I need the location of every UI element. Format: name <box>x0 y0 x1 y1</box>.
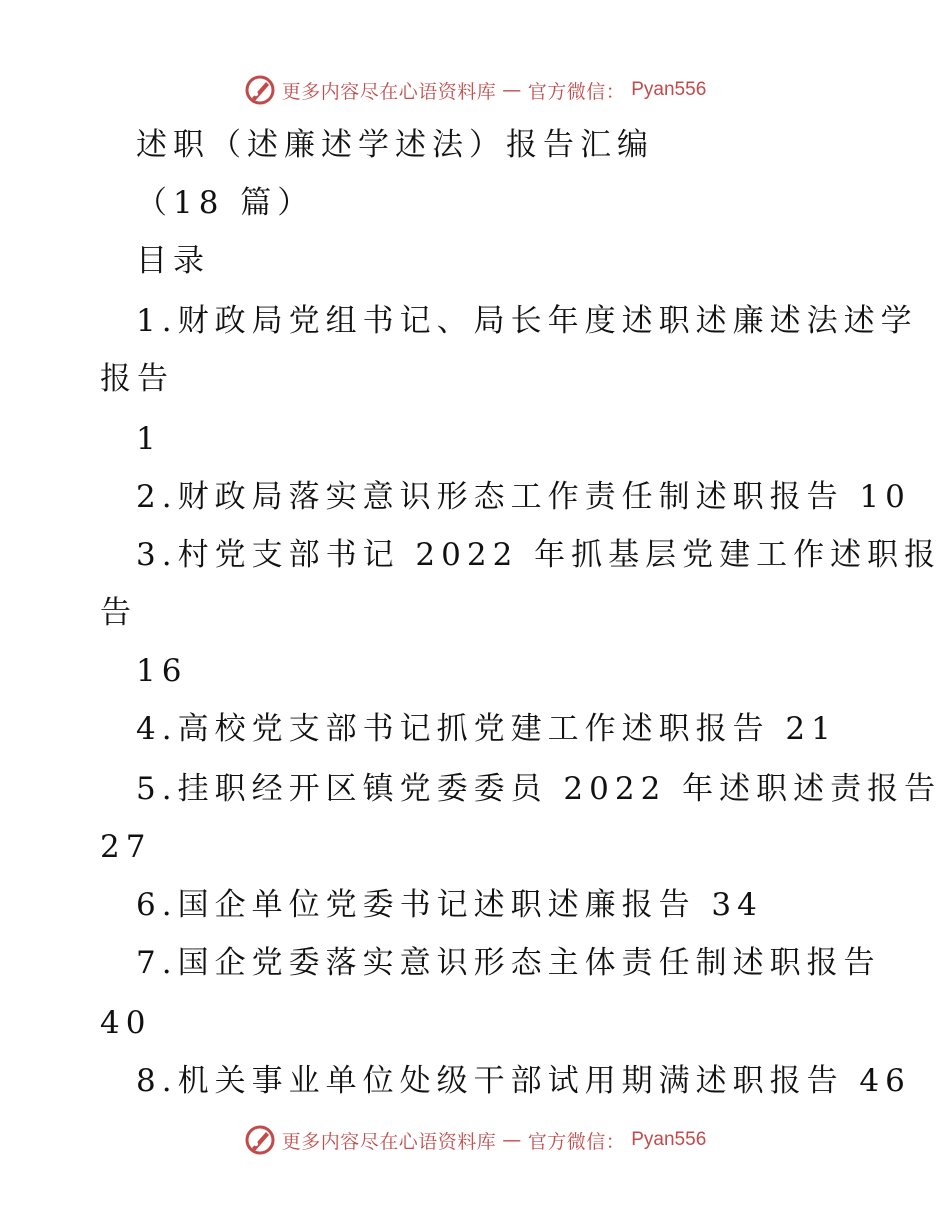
pen-logo-icon <box>244 74 276 106</box>
watermark-id: Pyan556 <box>631 79 707 100</box>
toc-item: 3.村党支部书记 2022 年抓基层党建工作述职报 <box>136 537 942 573</box>
toc-page-number: 27 <box>100 829 152 865</box>
toc-item: 1.财政局党组书记、局长年度述职述廉述法述学 <box>136 303 918 339</box>
watermark-suffix: 官方微信： <box>527 80 626 103</box>
toc-page-number: 1 <box>136 421 162 457</box>
pen-logo-icon <box>244 1124 276 1156</box>
toc-heading: 目录 <box>136 243 210 279</box>
watermark-footer <box>0 1120 950 1160</box>
toc-item: 8.机关事业单位处级干部试用期满述职报告 46 <box>136 1063 911 1099</box>
document-title: 述职（述廉述学述法）报告汇编 <box>136 127 654 163</box>
toc-item-continuation: 报告 <box>100 361 174 397</box>
toc-item: 4.高校党支部书记抓党建工作述职报告 21 <box>136 711 837 747</box>
toc-item: 5.挂职经开区镇党委委员 2022 年述职述责报告 <box>136 771 942 807</box>
toc-item: 7.国企党委落实意识形态主体责任制述职报告 <box>136 945 881 981</box>
toc-item: 6.国企单位党委书记述职述廉报告 34 <box>136 887 763 923</box>
watermark-text: 更多内容尽在心语资料库 <box>281 80 497 103</box>
document-count: （18 篇） <box>136 185 315 221</box>
watermark-dash: — <box>502 79 522 101</box>
toc-page-number: 16 <box>136 653 188 689</box>
toc-item: 2.财政局落实意识形态工作责任制述职报告 10 <box>136 479 911 515</box>
watermark-header <box>0 70 950 110</box>
watermark-suffix: 官方微信： <box>527 1130 626 1153</box>
watermark-id: Pyan556 <box>631 1129 707 1150</box>
watermark-dash: — <box>502 1129 522 1151</box>
toc-page-number: 40 <box>100 1005 152 1041</box>
toc-item-continuation: 告 <box>100 595 137 631</box>
watermark-text: 更多内容尽在心语资料库 <box>281 1130 497 1153</box>
